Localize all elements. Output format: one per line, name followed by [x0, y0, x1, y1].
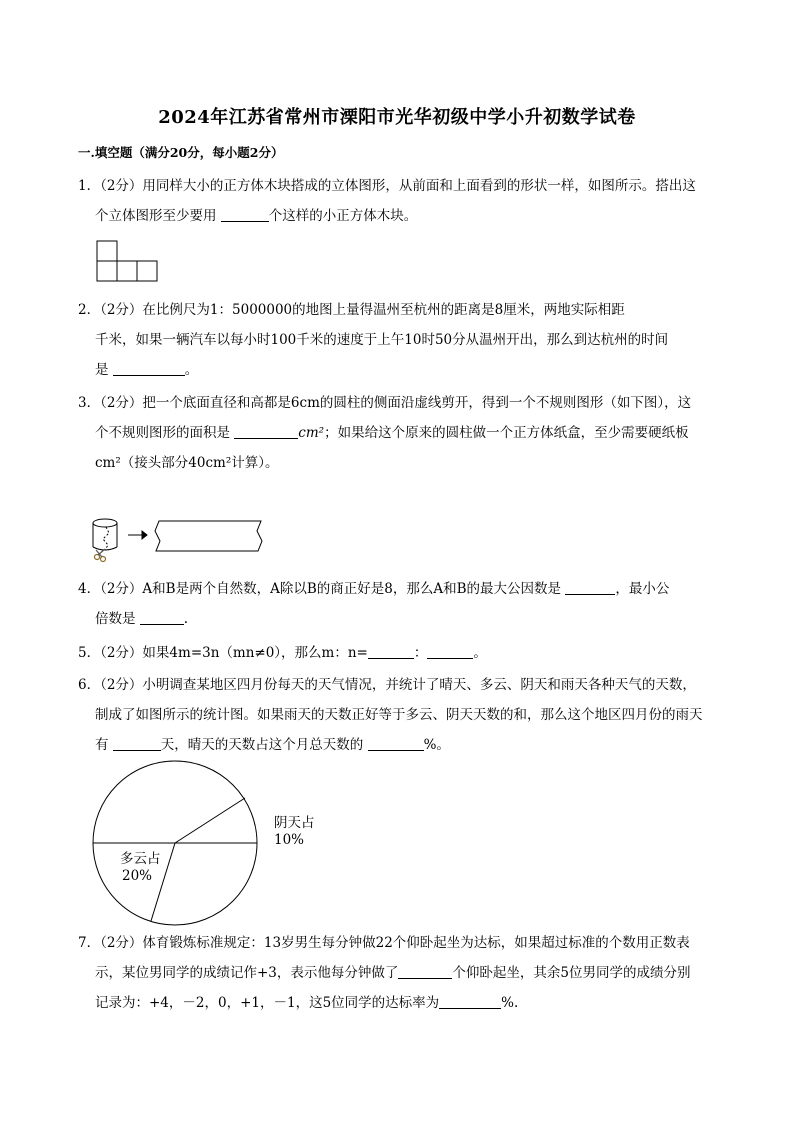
q1-line2-a: 个立体图形至少要用	[95, 208, 217, 224]
q4-line1-a: 4．（2分）A和B是两个自然数，A除以B的商正好是8，那么A和B的最大公因数是	[78, 581, 562, 597]
question-5	[78, 638, 728, 668]
q4-gcd-blank[interactable]	[565, 580, 615, 595]
q7-line3-b: %.	[501, 995, 519, 1011]
q7-line2	[78, 958, 728, 988]
q5-text-a: 5．（2分）如果4m=3n（mn≠0），那么m：n=	[78, 645, 368, 661]
q6-line2: 制成了如图所示的统计图。如果雨天的天数正好等于多云、阴天天数的和，那么这个地区四月份的雨天	[95, 707, 703, 723]
q7-line1: 7．（2分）体育锻炼标准规定：13岁男生每分钟做22个仰卧起坐为达标，如果超过标准的个数用正数表	[78, 935, 690, 951]
pie-label-cloudy: 多云占	[120, 851, 161, 867]
question-4	[78, 574, 728, 634]
question-3	[78, 388, 728, 478]
q7-rate-blank[interactable]	[439, 994, 501, 1009]
q7-line3	[78, 988, 728, 1018]
q4-line2-a: 倍数是	[95, 611, 136, 627]
q2-line2: 千米，如果一辆汽车以每小时100千米的速度于上午10时50分从温州开出，那么到达杭州的时间	[95, 332, 669, 348]
q3-line1: 3．（2分）把一个底面直径和高都是6cm的圆柱的侧面沿虚线剪开，得到一个不规则图形（如下图），这	[78, 395, 692, 411]
q5-line	[78, 638, 728, 668]
q7-line3-a: 记录为：+4，－2，0，+1，－1，这5位同学的达标率为	[95, 995, 440, 1011]
q2-line1: 2．（2分）在比例尺为1：5000000的地图上量得温州至杭州的距离是8厘米，两地实际相距	[78, 302, 625, 318]
q3-line2	[78, 418, 728, 448]
q4-line2-b: .	[183, 611, 189, 627]
q6-rain-days-blank[interactable]	[113, 736, 161, 751]
pie-divider-cloudy-edge	[175, 798, 245, 843]
q6-line3-b: 天，晴天的天数占这个月总天数的	[160, 737, 364, 753]
q1-figure-cubes	[96, 240, 158, 282]
q5-blank-2[interactable]	[427, 644, 473, 659]
q3-line2-b: ；如果给这个原来的圆柱做一个正方体纸盒，至少需要硬纸板	[324, 425, 689, 441]
question-2	[78, 295, 728, 385]
q7-line2-b: 个仰卧起坐，其余5位男同学的成绩分别	[452, 965, 691, 981]
q1-line2	[78, 201, 728, 231]
q2-answer-blank[interactable]	[113, 361, 185, 376]
q1-line2-b: 个这样的小正方体木块。	[268, 208, 418, 224]
section-heading: 一.填空题（满分20分，每小题2分）	[78, 145, 284, 160]
q6-pie-chart	[90, 760, 360, 930]
q2-line3	[78, 355, 728, 385]
q1-answer-blank[interactable]	[221, 207, 269, 222]
q3-line3: cm²（接头部分40cm²计算）。	[95, 455, 279, 471]
question-7	[78, 928, 728, 1018]
q5-blank-1[interactable]	[368, 644, 414, 659]
q6-line3-a: 有	[95, 737, 109, 753]
q6-line1: 6．（2分）小明调查某地区四月份每天的天气情况，并统计了晴天、多云、阴天和雨天各种天气的天数，	[78, 677, 696, 693]
q3-unit: cm²	[298, 425, 325, 441]
pie-value-overcast: 10%	[274, 832, 305, 848]
q5-text-c: 。	[473, 645, 487, 661]
q7-count-blank[interactable]	[398, 964, 452, 979]
q4-line1-b: ，最小公	[615, 581, 670, 597]
q5-text-b: ：	[413, 645, 428, 661]
q6-sunny-percent-blank[interactable]	[368, 736, 424, 751]
q4-lcm-blank[interactable]	[140, 610, 184, 625]
q4-line2	[78, 604, 728, 634]
q7-line2-a: 示，某位男同学的成绩记作+3，表示他每分钟做了	[95, 965, 399, 981]
pie-value-cloudy: 20%	[122, 868, 153, 884]
question-6	[78, 670, 728, 760]
page-title: 2024年江苏省常州市溧阳市光华初级中学小升初数学试卷	[158, 107, 636, 128]
q4-line1	[78, 574, 728, 604]
pie-label-overcast: 阴天占	[274, 815, 315, 831]
q6-line3	[78, 730, 728, 760]
q3-area-blank[interactable]	[234, 424, 298, 439]
q1-line1: 1．（2分）用同样大小的正方体木块搭成的立体图形，从前面和上面看到的形状一样，如图所示。搭出这	[78, 178, 696, 194]
q3-line2-a: 个不规则图形的面积是	[95, 425, 230, 441]
question-1	[78, 171, 728, 231]
q3-figure-cylinder-cut	[86, 517, 266, 567]
q6-line3-c: %。	[423, 737, 450, 753]
q2-line3-a: 是	[95, 362, 109, 378]
q2-line3-b: 。	[184, 362, 199, 378]
scissors-icon	[95, 549, 106, 562]
